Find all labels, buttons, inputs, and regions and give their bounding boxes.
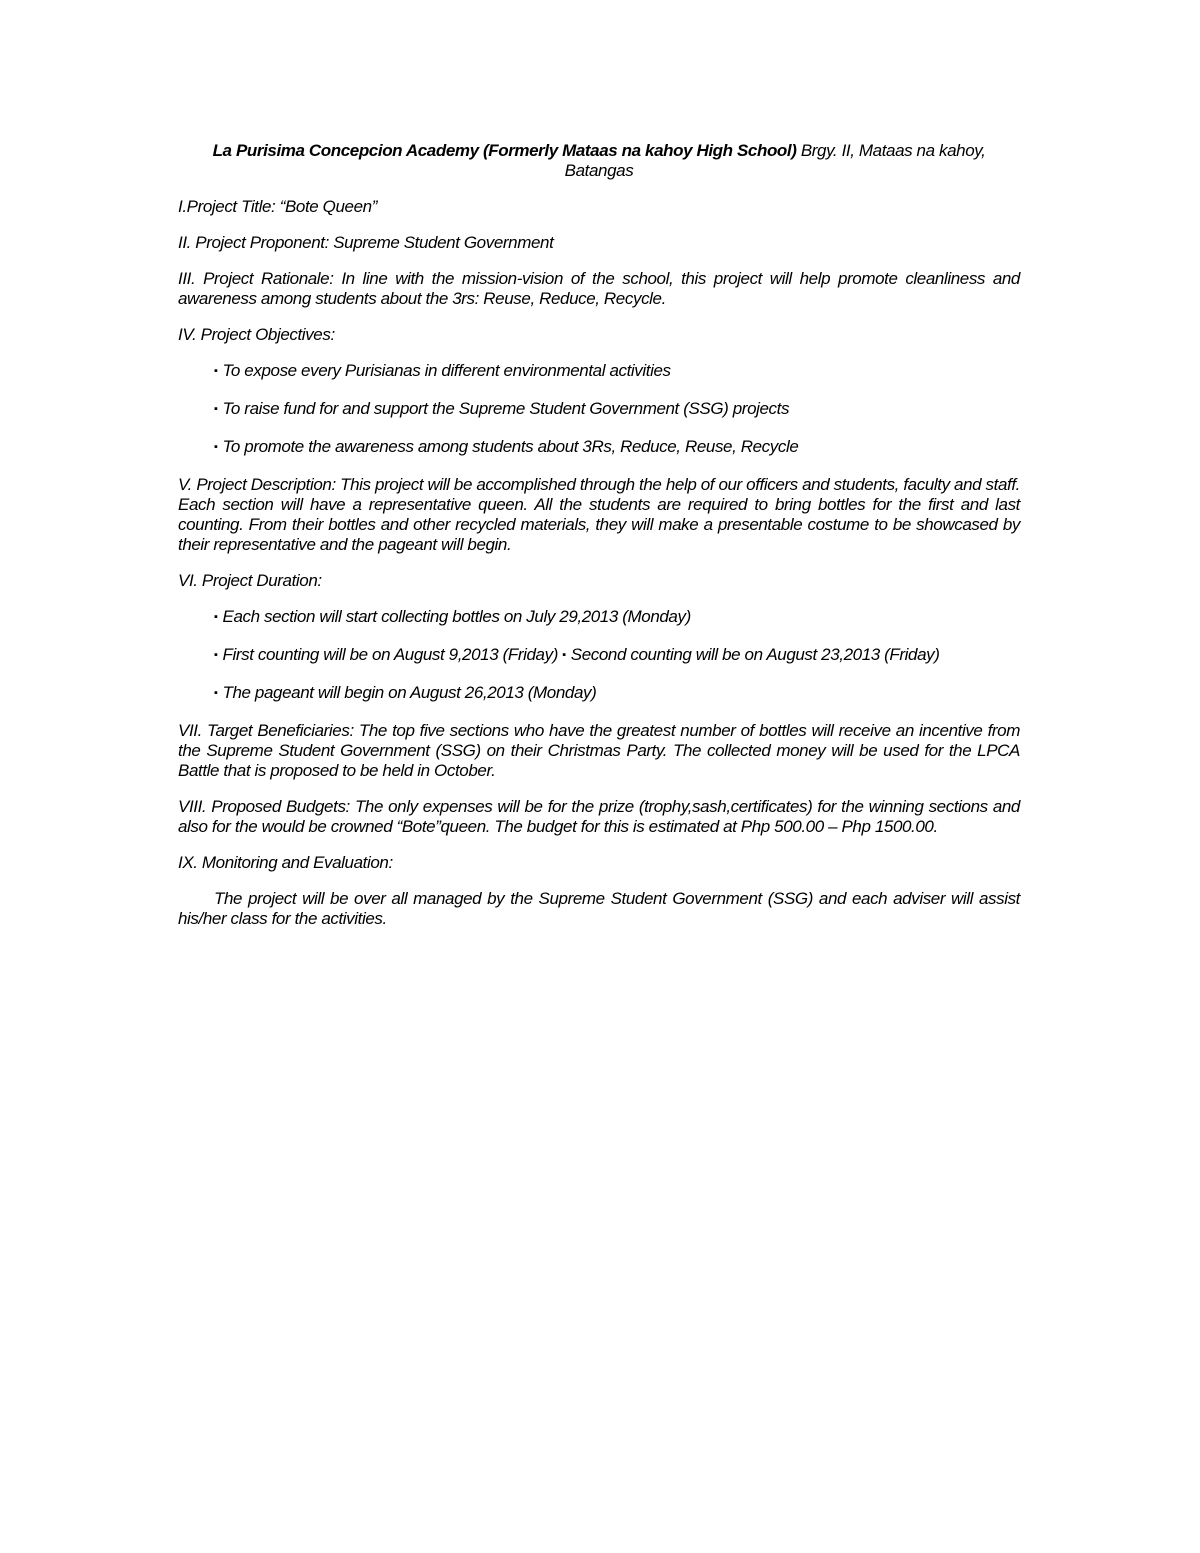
bullet-icon: ▪ bbox=[214, 441, 218, 453]
duration-text: Each section will start collecting bottles on July 29,2013 (Monday) bbox=[222, 607, 691, 626]
school-name: La Purisima Concepcion Academy (Formerly Mataas na kahoy High School) bbox=[212, 141, 797, 160]
duration-text: The pageant will begin on August 26,2013 (Monday) bbox=[222, 683, 597, 702]
objective-text: To expose every Purisianas in different environmental activities bbox=[222, 361, 671, 380]
bullet-icon: ▪ bbox=[214, 611, 218, 623]
duration-text: Second counting will be on August 23,2013 (Friday) bbox=[570, 645, 940, 664]
duration-heading: VI. Project Duration: bbox=[178, 571, 322, 590]
monitoring-text: The project will be over all managed by the Supreme Student Government (SSG) and each adviser will assist his/her class for the activities. bbox=[178, 889, 1020, 928]
document-header bbox=[178, 141, 1020, 181]
duration-item bbox=[214, 645, 1020, 667]
objective-text: To raise fund for and support the Supreme Student Government (SSG) projects bbox=[222, 399, 790, 418]
bullet-icon: ▪ bbox=[214, 649, 218, 661]
bullet-icon: ▪ bbox=[214, 365, 218, 377]
duration-item bbox=[214, 607, 1020, 629]
proposed-budgets: VIII. Proposed Budgets: The only expenses will be for the prize (trophy,sash,certificates) for the winning sections and also for the would be crowned “Bote”queen. The budget for this is estimated at Php 500.00 – Php 1500.00. bbox=[178, 797, 1020, 836]
objective-text: To promote the awareness among students about 3Rs, Reduce, Reuse, Recycle bbox=[222, 437, 799, 456]
objective-item bbox=[214, 361, 1020, 383]
bullet-icon: ▪ bbox=[214, 403, 218, 415]
project-rationale: III. Project Rationale: In line with the mission-vision of the school, this project will help promote cleanliness and awareness among students about the 3rs: Reuse, Reduce, Recycle. bbox=[178, 269, 1020, 308]
project-description: V. Project Description: This project will be accomplished through the help of our officers and students, faculty and staff. Each section will have a representative queen. All the students are required to bring bottles for the first and last counting. From their bottles and other recycled materials, they will make a presentable costume to be showcased by their representative and the pageant will begin. bbox=[178, 475, 1020, 554]
monitoring-heading: IX. Monitoring and Evaluation: bbox=[178, 853, 393, 872]
bullet-icon: ▪ bbox=[214, 687, 218, 699]
project-title: I.Project Title: “Bote Queen” bbox=[178, 197, 377, 216]
objective-item bbox=[214, 399, 1020, 421]
project-proponent: II. Project Proponent: Supreme Student Government bbox=[178, 233, 554, 252]
objectives-heading: IV. Project Objectives: bbox=[178, 325, 335, 344]
duration-item bbox=[214, 683, 1020, 705]
target-beneficiaries: VII. Target Beneficiaries: The top five sections who have the greatest number of bottles will receive an incentive from the Supreme Student Government (SSG) on their Christmas Party. The collected money will be used for the LPCA Battle that is proposed to be held in October. bbox=[178, 721, 1020, 780]
objective-item bbox=[214, 437, 1020, 459]
bullet-icon: ▪ bbox=[562, 649, 566, 661]
school-address: Brgy. II, Mataas na kahoy, Batangas bbox=[564, 141, 986, 180]
duration-text: First counting will be on August 9,2013 (Friday) bbox=[222, 645, 558, 664]
document-page bbox=[178, 141, 1020, 945]
